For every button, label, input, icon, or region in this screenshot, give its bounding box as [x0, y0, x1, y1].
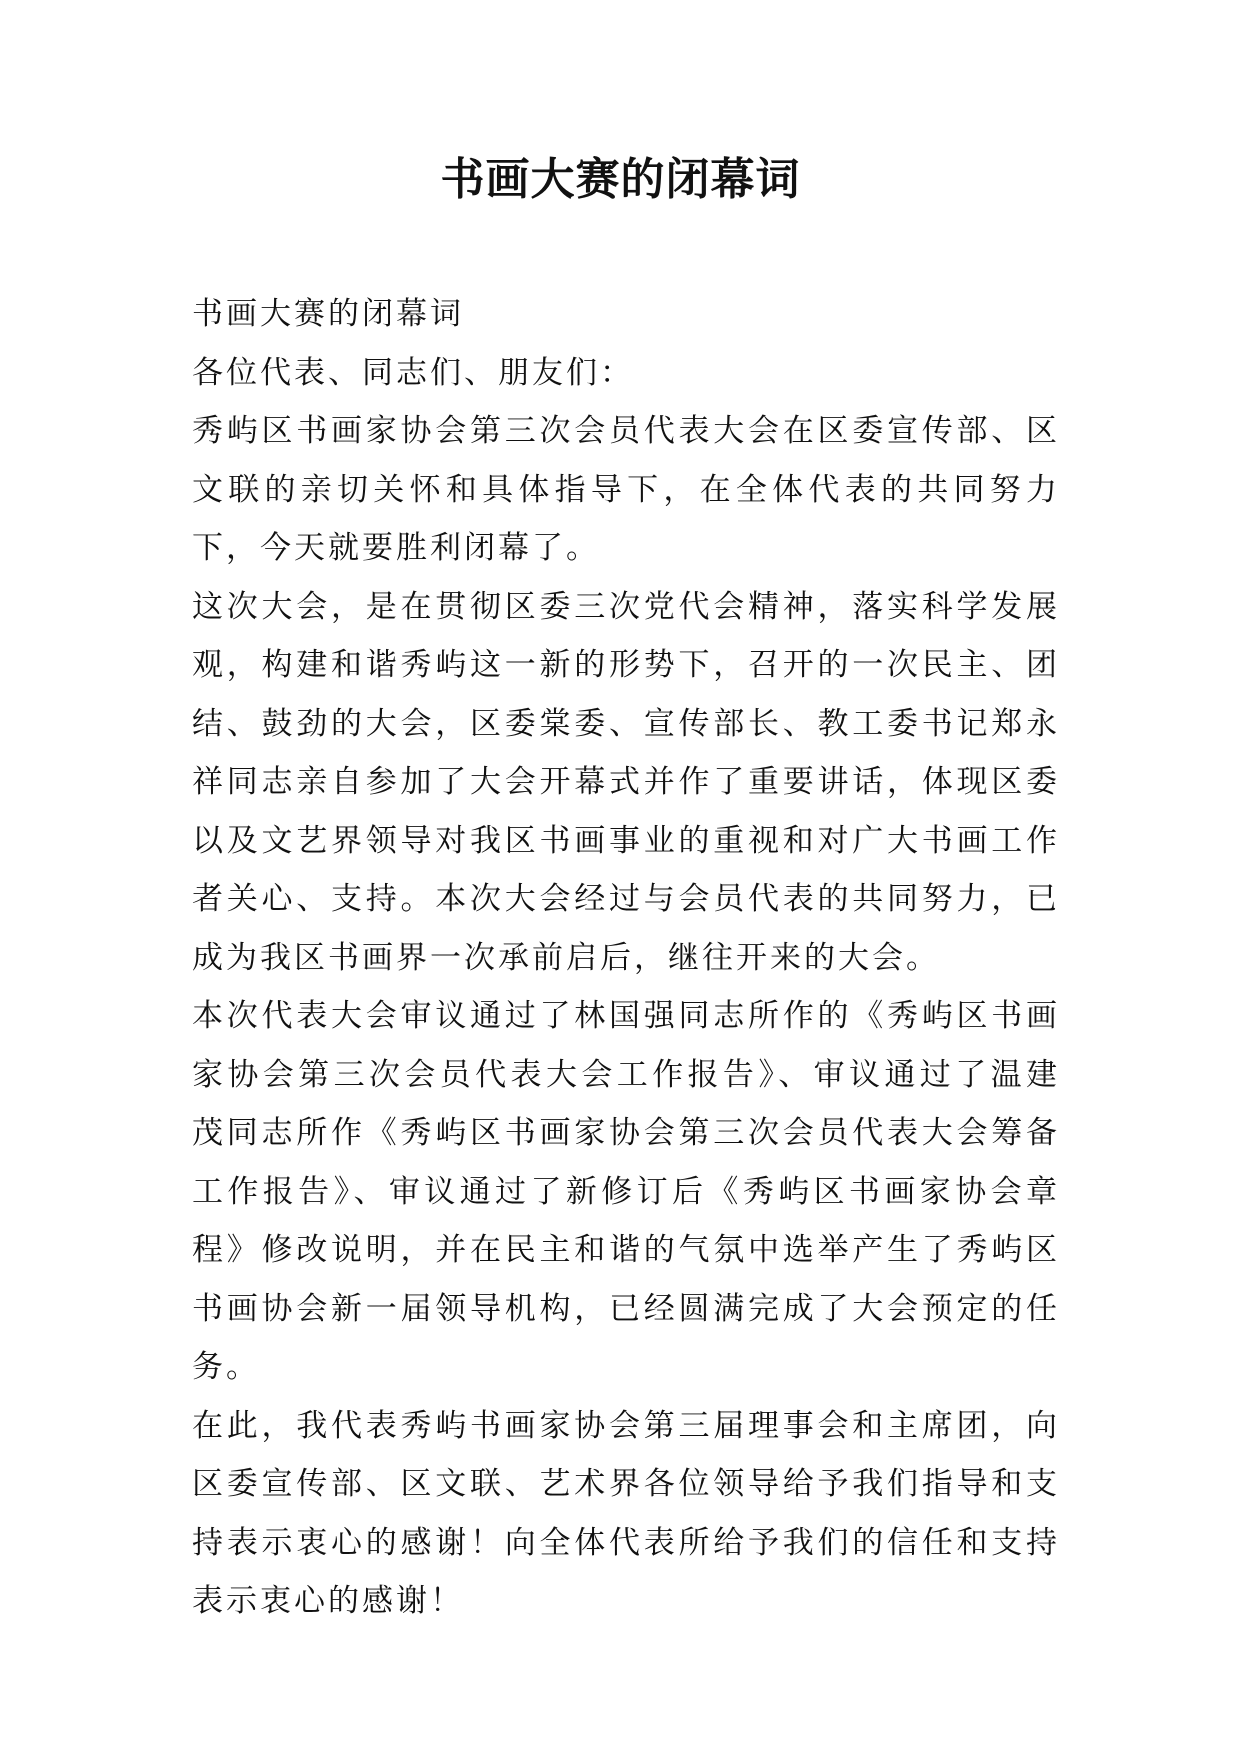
paragraph-salutation: 各位代表、同志们、朋友们： — [192, 354, 634, 391]
document-title: 书画大赛的闭幕词 — [440, 154, 801, 205]
paragraph-significance: 这次大会，是在贯彻区委三次党代会精神，落实科学发展观，构建和谐秀屿这一新的形势下，召开的一次民主、团结、鼓劲的大会，区委棠委、宣传部长、教工委书记郑永祥同志亲自参加了大会开幕式并作了重要讲话，体现区委以及文艺界领导对我区书画事业的重视和对广大书画工作者关心、支持。本次大会经过与会员代表的共同努力，已成为我区书画界一次承前启后，继往开来的大会。 — [192, 588, 1060, 976]
paragraph-achievements: 本次代表大会审议通过了林国强同志所作的《秀屿区书画家协会第三次会员代表大会工作报告》、审议通过了温建茂同志所作《秀屿区书画家协会第三次会员代表大会筹备工作报告》、审议通过了新修订后《秀屿区书画家协会章程》修改说明，并在民主和谐的气氛中选举产生了秀屿区书画协会新一届领导机构，已经圆满完成了大会预定的任务。 — [192, 998, 1060, 1385]
paragraph-opening: 秀屿区书画家协会第三次会员代表大会在区委宣传部、区文联的亲切关怀和具体指导下，在全体代表的共同努力下，今天就要胜利闭幕了。 — [192, 413, 1060, 566]
paragraph-thanks: 在此，我代表秀屿书画家协会第三届理事会和主席团，向区委宣传部、区文联、艺术界各位领导给予我们指导和支持表示衷心的感谢！向全体代表所给予我们的信任和支持表示衷心的感谢！ — [192, 1407, 1060, 1619]
paragraph-heading: 书画大赛的闭幕词 — [192, 296, 464, 332]
document-body — [192, 285, 1060, 1631]
